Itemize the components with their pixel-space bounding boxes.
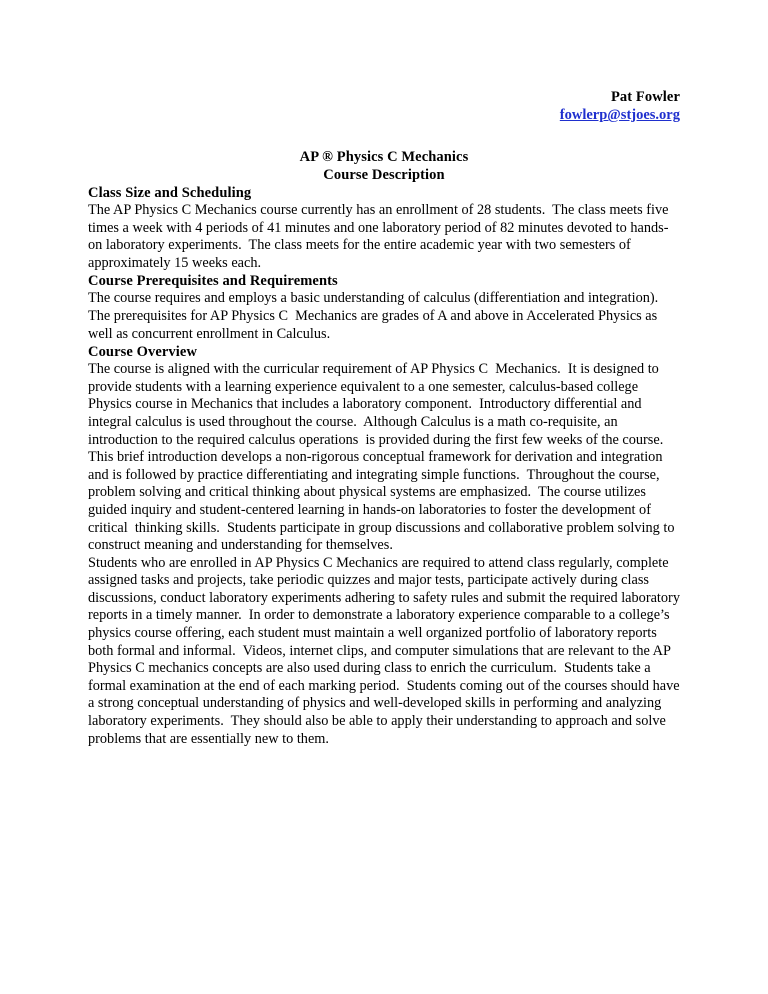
author-name: Pat Fowler [610, 89, 680, 105]
document-title-line-2: Course Description [323, 167, 445, 183]
document-title [88, 148, 680, 184]
section-paragraph-course-prerequisites-and-requirements: The course requires and employs a basic understanding of calculus (differentiation and integration). The prerequisites for AP Physics C Mechanics are grades of A and above in Accelerated Physics as well as concurrent enrollment in Calculus. [88, 290, 666, 342]
author-email-line [88, 106, 680, 124]
section-paragraph-course-overview-2: Students who are enrolled in AP Physics C Mechanics are required to attend class regularly, complete assigned tasks and projects, take periodic quizzes and major tests, participate actively during class discussions, conduct laboratory experiments adhering to safety rules and submit the required laboratory reports in a timely manner. In order to demonstrate a laboratory experience comparable to a college’s physics course offering, each student must maintain a well organized portfolio of laboratory reports both formal and informal. Videos, internet clips, and computer simulations that are relevant to the AP Physics C mechanics concepts are also used during class to enrich the curriculum. Students take a formal examination at the end of each marking period. Students coming out of the courses should have a strong conceptual understanding of physics and well-developed skills in performing and analyzing laboratory experiments. They should also be able to apply their understanding to approach and solve problems that are essentially new to them. [88, 554, 684, 747]
section-heading-course-overview: Course Overview [88, 344, 198, 361]
section-heading-class-size-and-scheduling: Class Size and Scheduling [88, 185, 252, 201]
section-heading-course-prerequisites-and-requirements: Course Prerequisites and Requirements [88, 273, 338, 290]
section-paragraph-course-overview-1: The course is aligned with the curricular requirement of AP Physics C Mechanics. It is designed to provide students with a learning experience equivalent to a one semester, calculus-based college Physics course in Mechanics that includes a laboratory component. Introductory differential and integral calculus is used throughout the course. Although Calculus is a math co-requisite, an introduction to the required calculus operations is provided during the first few weeks of the course. This brief introduction develops a non-rigorous conceptual framework for derivation and integration and is followed by practice differentiating and integrating simple functions. Throughout the course, problem solving and critical thinking about physical systems are emphasized. The course utilizes guided inquiry and student-centered learning in hands-on laboratories to foster the development of critical thinking skills. Students participate in group discussions and collaborative problem solving to construct meaning and understanding for themselves. [88, 361, 679, 554]
author-email-link[interactable]: fowlerp@stjoes.org [559, 107, 680, 123]
document-title-line-1: AP ® Physics C Mechanics [299, 149, 469, 165]
section-paragraph-class-size-and-scheduling: The AP Physics C Mechanics course currently has an enrollment of 28 students. The class meets five times a week with 4 periods of 41 minutes and one laboratory period of 82 minutes devoted to hands-on laboratory experiments. The class meets for the entire academic year with two semesters of approximately 15 weeks each. [88, 202, 673, 271]
document-header [88, 88, 680, 124]
